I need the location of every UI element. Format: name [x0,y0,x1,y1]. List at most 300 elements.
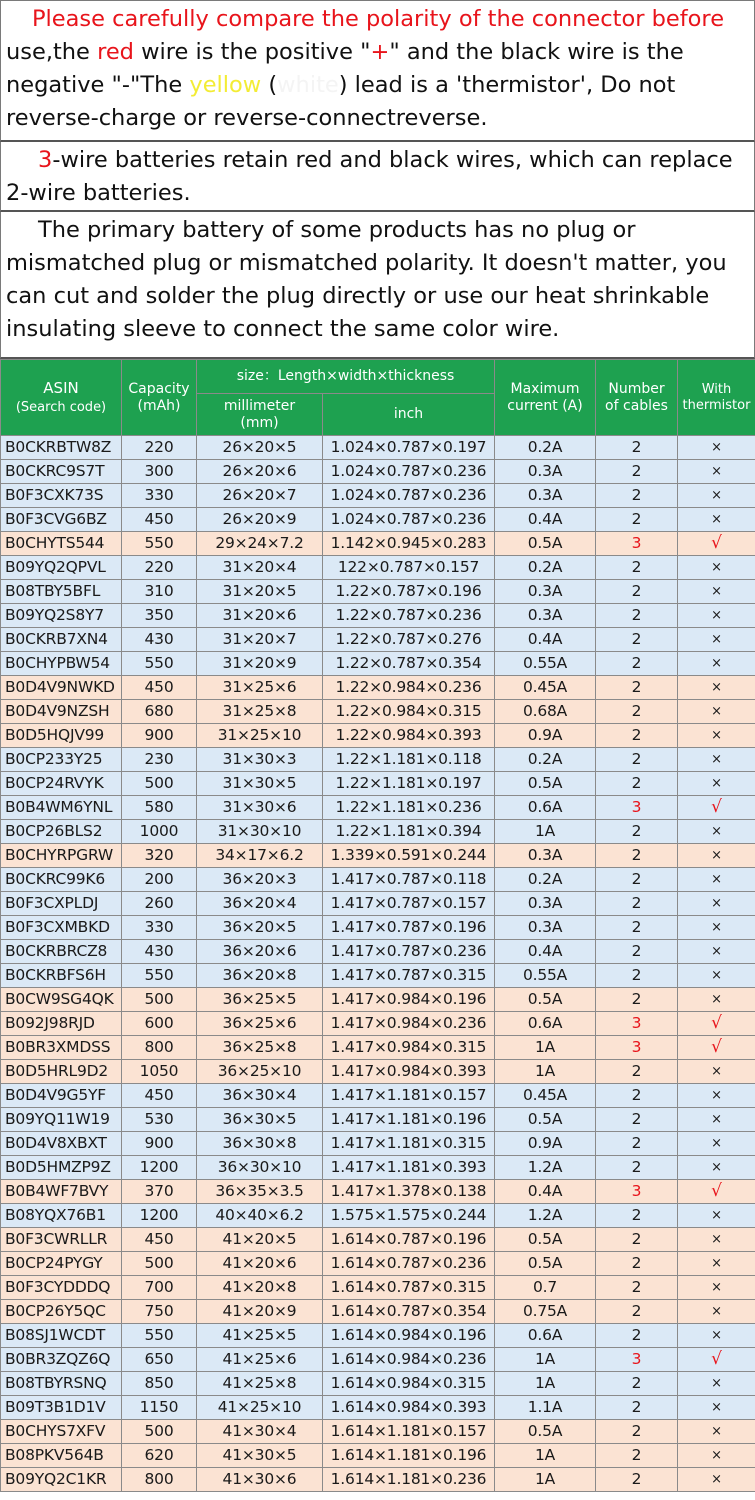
cell-max-current: 0.4A [495,628,596,652]
cell-max-current: 0.5A [495,1228,596,1252]
polarity-text-2: wire is the positive " [133,39,371,65]
table-row [1,1036,755,1060]
cell-thermistor: √ [678,1012,755,1036]
cell-capacity: 300 [122,460,197,484]
cell-cables: 2 [596,700,678,724]
cell-cables: 2 [596,1372,678,1396]
thermistor-header-sub: thermistor [682,397,751,413]
cell-size-inch: 1.575×1.575×0.244 [323,1204,495,1228]
cell-size-mm: 41×20×5 [197,1228,323,1252]
cell-size-inch: 1.024×0.787×0.236 [323,484,495,508]
cell-max-current: 1A [495,820,596,844]
table-row [1,1468,755,1492]
cell-thermistor: × [678,772,755,796]
cell-max-current: 0.2A [495,556,596,580]
cell-size-mm: 26×20×5 [197,436,323,460]
yellow-word: yellow [189,72,262,98]
cell-size-inch: 1.417×0.984×0.236 [323,1012,495,1036]
cell-size-inch: 1.22×1.181×0.197 [323,772,495,796]
cell-size-inch: 1.22×1.181×0.118 [323,748,495,772]
cell-thermistor: × [678,844,755,868]
cell-asin: B0CP26BLS2 [1,820,122,844]
cell-size-mm: 31×25×6 [197,676,323,700]
cell-capacity: 700 [122,1276,197,1300]
cables-header-label: Number [608,380,665,397]
cell-asin: B0CHYRPGRW [1,844,122,868]
cell-asin: B0CKRC9S7T [1,460,122,484]
cell-asin: B08PKV564B [1,1444,122,1468]
cell-max-current: 0.4A [495,1180,596,1204]
cell-max-current: 0.5A [495,1252,596,1276]
cell-cables: 2 [596,1468,678,1492]
cell-max-current: 0.3A [495,844,596,868]
cell-size-inch: 1.614×0.787×0.196 [323,1228,495,1252]
cell-thermistor: × [678,820,755,844]
cell-size-inch: 1.024×0.787×0.197 [323,436,495,460]
cell-capacity: 500 [122,1252,197,1276]
polarity-text-3: " and the black wire is the negative "-"The [6,39,684,98]
white-word: white [277,72,339,98]
cell-cables: 3 [596,796,678,820]
cell-cables: 2 [596,892,678,916]
cell-cables: 2 [596,868,678,892]
cell-capacity: 580 [122,796,197,820]
cell-thermistor: × [678,916,755,940]
cell-size-mm: 36×30×10 [197,1156,323,1180]
table-row [1,508,755,532]
cell-max-current: 0.3A [495,916,596,940]
cell-cables: 2 [596,676,678,700]
cell-capacity: 800 [122,1036,197,1060]
cell-size-inch: 1.417×0.787×0.196 [323,916,495,940]
cell-thermistor: √ [678,532,755,556]
cell-max-current: 0.5A [495,532,596,556]
table-row [1,580,755,604]
cell-asin: B0F3CWRLLR [1,1228,122,1252]
table-row [1,1300,755,1324]
cell-size-mm: 26×20×7 [197,484,323,508]
cell-size-mm: 41×30×4 [197,1420,323,1444]
cell-size-inch: 1.22×0.787×0.354 [323,652,495,676]
cell-size-inch: 1.024×0.787×0.236 [323,460,495,484]
cell-cables: 2 [596,772,678,796]
cell-capacity: 900 [122,724,197,748]
cell-size-mm: 41×20×6 [197,1252,323,1276]
cell-cables: 2 [596,604,678,628]
cell-cables: 3 [596,1036,678,1060]
cell-size-inch: 1.417×1.181×0.315 [323,1132,495,1156]
cell-size-mm: 41×25×6 [197,1348,323,1372]
cell-asin: B0D5HRL9D2 [1,1060,122,1084]
cell-thermistor: × [678,1396,755,1420]
table-row [1,532,755,556]
cell-capacity: 450 [122,1228,197,1252]
cell-size-inch: 1.22×0.787×0.196 [323,580,495,604]
cell-asin: B0D4V8XBXT [1,1132,122,1156]
cell-capacity: 430 [122,940,197,964]
cell-size-inch: 1.614×0.984×0.315 [323,1372,495,1396]
table-row [1,604,755,628]
cell-size-mm: 31×20×7 [197,628,323,652]
cell-thermistor: × [678,1372,755,1396]
cell-max-current: 0.4A [495,940,596,964]
cell-size-mm: 41×20×8 [197,1276,323,1300]
cell-asin: B0D4V9NWKD [1,676,122,700]
cell-max-current: 0.45A [495,1084,596,1108]
cell-thermistor: × [678,676,755,700]
cell-size-mm: 36×25×10 [197,1060,323,1084]
cell-capacity: 230 [122,748,197,772]
table-row [1,1396,755,1420]
cell-max-current: 0.5A [495,988,596,1012]
table-row [1,1228,755,1252]
cell-max-current: 0.5A [495,772,596,796]
cell-size-inch: 1.22×0.787×0.276 [323,628,495,652]
cell-asin: B0D5HMZP9Z [1,1156,122,1180]
cell-asin: B09T3B1D1V [1,1396,122,1420]
cables-header-sub: of cables [605,397,668,414]
cell-capacity: 450 [122,676,197,700]
table-row [1,892,755,916]
cell-max-current: 1A [495,1372,596,1396]
plug-notice-text: The primary battery of some products has no plug or mismatched plug or mismatched polarity. It doesn't matter, you can cut and solder the plug directly or use our heat shrinkable insulating sleeve to connect the same color wire. [6,217,727,342]
cell-cables: 2 [596,460,678,484]
cell-asin: B09YQ2S8Y7 [1,604,122,628]
cell-max-current: 0.55A [495,964,596,988]
cell-thermistor: × [678,940,755,964]
cell-thermistor: × [678,484,755,508]
cell-thermistor: × [678,1252,755,1276]
cell-thermistor: × [678,1084,755,1108]
cell-cables: 2 [596,1252,678,1276]
table-row [1,700,755,724]
table-row [1,748,755,772]
cell-asin: B0F3CXMBKD [1,916,122,940]
cell-size-inch: 1.417×0.787×0.236 [323,940,495,964]
cell-size-mm: 31×20×5 [197,580,323,604]
cell-capacity: 430 [122,628,197,652]
col-header-inch: inch [323,394,495,436]
cell-size-mm: 36×30×4 [197,1084,323,1108]
table-row [1,1324,755,1348]
cell-size-mm: 41×30×6 [197,1468,323,1492]
cell-capacity: 1150 [122,1396,197,1420]
cell-cables: 2 [596,1108,678,1132]
cell-capacity: 450 [122,508,197,532]
cell-size-mm: 31×20×9 [197,652,323,676]
cell-cables: 3 [596,1180,678,1204]
cell-cables: 2 [596,484,678,508]
cell-size-mm: 34×17×6.2 [197,844,323,868]
cell-size-inch: 1.417×0.787×0.315 [323,964,495,988]
cell-max-current: 0.3A [495,580,596,604]
cell-size-inch: 1.22×1.181×0.394 [323,820,495,844]
cell-thermistor: √ [678,796,755,820]
cell-size-inch: 122×0.787×0.157 [323,556,495,580]
table-row [1,1084,755,1108]
cell-cables: 2 [596,940,678,964]
cell-asin: B08SJ1WCDT [1,1324,122,1348]
cell-max-current: 1.2A [495,1156,596,1180]
cell-capacity: 310 [122,580,197,604]
cell-max-current: 0.9A [495,1132,596,1156]
cell-max-current: 0.6A [495,1324,596,1348]
cell-cables: 2 [596,1132,678,1156]
table-row [1,796,755,820]
cell-size-inch: 1.614×1.181×0.236 [323,1468,495,1492]
table-row [1,724,755,748]
cell-thermistor: × [678,892,755,916]
cell-size-inch: 1.024×0.787×0.236 [323,508,495,532]
cell-capacity: 550 [122,532,197,556]
table-row [1,676,755,700]
cell-max-current: 1A [495,1348,596,1372]
table-row [1,1108,755,1132]
polarity-notice [0,0,755,142]
cell-asin: B0D4V9G5YF [1,1084,122,1108]
cell-capacity: 550 [122,964,197,988]
cell-thermistor: × [678,508,755,532]
cell-size-mm: 41×25×10 [197,1396,323,1420]
table-row [1,868,755,892]
cell-max-current: 1.2A [495,1204,596,1228]
table-row [1,1348,755,1372]
cell-cables: 2 [596,628,678,652]
cell-capacity: 500 [122,1420,197,1444]
cell-cables: 3 [596,1012,678,1036]
cell-thermistor: × [678,460,755,484]
cell-capacity: 1200 [122,1156,197,1180]
cell-size-inch: 1.22×0.984×0.236 [323,676,495,700]
cell-thermistor: × [678,1324,755,1348]
cell-thermistor: × [678,868,755,892]
cell-cables: 2 [596,652,678,676]
cell-size-inch: 1.614×0.984×0.393 [323,1396,495,1420]
cell-max-current: 0.3A [495,484,596,508]
cell-cables: 2 [596,916,678,940]
cell-thermistor: √ [678,1348,755,1372]
table-row [1,1132,755,1156]
cell-asin: B0CP24RVYK [1,772,122,796]
asin-header-label: ASIN [43,378,79,397]
cell-size-mm: 31×30×5 [197,772,323,796]
cell-max-current: 0.45A [495,676,596,700]
cell-thermistor: × [678,1156,755,1180]
table-row [1,436,755,460]
cell-size-inch: 1.417×0.787×0.118 [323,868,495,892]
cell-asin: B08YQX76B1 [1,1204,122,1228]
cell-capacity: 220 [122,556,197,580]
cell-capacity: 800 [122,1468,197,1492]
cell-cables: 2 [596,508,678,532]
table-row [1,484,755,508]
cell-size-mm: 36×25×5 [197,988,323,1012]
table-row [1,820,755,844]
cell-asin: B0CW9SG4QK [1,988,122,1012]
asin-header-sub: (Search code) [15,399,107,415]
cell-thermistor: √ [678,1036,755,1060]
cell-size-mm: 36×30×8 [197,1132,323,1156]
cell-size-mm: 36×35×3.5 [197,1180,323,1204]
cell-max-current: 0.4A [495,508,596,532]
cell-thermistor: × [678,1060,755,1084]
cell-size-mm: 41×30×5 [197,1444,323,1468]
cell-max-current: 0.3A [495,460,596,484]
max-current-header-label: Maximum [510,380,580,397]
cell-asin: B09YQ11W19 [1,1108,122,1132]
cell-size-inch: 1.614×0.787×0.315 [323,1276,495,1300]
cell-size-mm: 26×20×9 [197,508,323,532]
cell-max-current: 0.55A [495,652,596,676]
cell-size-inch: 1.22×0.984×0.315 [323,700,495,724]
cell-capacity: 750 [122,1300,197,1324]
red-word: red [97,39,134,65]
col-header-mm [197,394,323,436]
cell-capacity: 330 [122,484,197,508]
cell-asin: B08TBY5BFL [1,580,122,604]
table-row [1,1252,755,1276]
col-header-thermistor [678,360,755,436]
cell-size-inch: 1.417×0.984×0.315 [323,1036,495,1060]
three-wire-notice [0,142,755,212]
cell-asin: B0CHYPBW54 [1,652,122,676]
cell-size-inch: 1.614×0.984×0.236 [323,1348,495,1372]
table-row [1,1444,755,1468]
cell-size-mm: 31×20×6 [197,604,323,628]
battery-spec-table [0,359,755,1492]
cell-asin: B09YQ2QPVL [1,556,122,580]
cell-capacity: 550 [122,1324,197,1348]
cell-cables: 2 [596,436,678,460]
cell-asin: B092J98RJD [1,1012,122,1036]
cell-size-inch: 1.339×0.591×0.244 [323,844,495,868]
max-current-header-unit: current (A) [507,397,583,414]
cell-size-inch: 1.22×0.787×0.236 [323,604,495,628]
cell-cables: 2 [596,1444,678,1468]
table-row [1,460,755,484]
cell-cables: 3 [596,532,678,556]
cell-cables: 2 [596,1420,678,1444]
cell-size-inch: 1.614×0.787×0.354 [323,1300,495,1324]
cell-capacity: 900 [122,1132,197,1156]
cell-size-inch: 1.417×1.181×0.196 [323,1108,495,1132]
cell-thermistor: × [678,1132,755,1156]
cell-size-inch: 1.142×0.945×0.283 [323,532,495,556]
table-row [1,1156,755,1180]
table-row [1,1012,755,1036]
table-row [1,628,755,652]
cell-size-mm: 40×40×6.2 [197,1204,323,1228]
cell-cables: 2 [596,1156,678,1180]
cell-cables: 2 [596,748,678,772]
plus-sign: + [370,39,390,65]
col-header-capacity [122,360,197,436]
polarity-text-4: ( [261,72,278,98]
cell-thermistor: × [678,556,755,580]
cell-capacity: 550 [122,652,197,676]
cell-max-current: 1.1A [495,1396,596,1420]
cell-cables: 2 [596,1228,678,1252]
cell-size-inch: 1.614×0.787×0.236 [323,1252,495,1276]
cell-max-current: 0.7 [495,1276,596,1300]
cell-asin: B0CP26Y5QC [1,1300,122,1324]
table-row [1,1420,755,1444]
capacity-header-unit: (mAh) [137,397,181,414]
cell-asin: B0CP24PYGY [1,1252,122,1276]
cell-size-mm: 36×25×8 [197,1036,323,1060]
cell-asin: B0CHYTS544 [1,532,122,556]
cell-size-inch: 1.417×0.787×0.157 [323,892,495,916]
cell-size-inch: 1.417×1.378×0.138 [323,1180,495,1204]
cell-asin: B0BR3XMDSS [1,1036,122,1060]
cell-cables: 2 [596,556,678,580]
cell-cables: 2 [596,820,678,844]
cell-max-current: 0.3A [495,604,596,628]
cell-capacity: 220 [122,436,197,460]
cell-max-current: 0.5A [495,1420,596,1444]
polarity-text-5: ) lead is a 'thermistor', Do not reverse-charge or reverse-connectreverse. [6,72,676,131]
cell-size-mm: 41×25×5 [197,1324,323,1348]
col-header-max-current [495,360,596,436]
cell-capacity: 600 [122,1012,197,1036]
cell-cables: 2 [596,1396,678,1420]
cell-asin: B08TBYRSNQ [1,1372,122,1396]
cell-size-mm: 29×24×7.2 [197,532,323,556]
capacity-header-label: Capacity [128,380,190,397]
cell-max-current: 0.3A [495,892,596,916]
table-row [1,988,755,1012]
cell-max-current: 1A [495,1444,596,1468]
cell-thermistor: × [678,988,755,1012]
cell-size-mm: 36×20×8 [197,964,323,988]
cell-max-current: 1A [495,1036,596,1060]
cell-capacity: 650 [122,1348,197,1372]
cell-capacity: 330 [122,916,197,940]
thermistor-header-label: With [701,381,732,397]
table-row [1,1372,755,1396]
cell-size-inch: 1.417×1.181×0.157 [323,1084,495,1108]
cell-cables: 2 [596,844,678,868]
cell-asin: B0B4WM6YNL [1,796,122,820]
cell-size-mm: 31×25×8 [197,700,323,724]
cell-asin: B09YQ2C1KR [1,1468,122,1492]
cell-size-mm: 26×20×6 [197,460,323,484]
cell-max-current: 0.9A [495,724,596,748]
cell-capacity: 1000 [122,820,197,844]
cell-capacity: 680 [122,700,197,724]
cell-capacity: 500 [122,988,197,1012]
col-header-asin [1,360,122,436]
cell-size-inch: 1.417×0.984×0.393 [323,1060,495,1084]
cell-capacity: 530 [122,1108,197,1132]
table-row [1,556,755,580]
cell-thermistor: × [678,1228,755,1252]
cell-capacity: 850 [122,1372,197,1396]
cell-asin: B0CHYS7XFV [1,1420,122,1444]
table-row [1,940,755,964]
table-row [1,1204,755,1228]
cell-thermistor: × [678,964,755,988]
cell-cables: 2 [596,1204,678,1228]
cell-thermistor: × [678,652,755,676]
cell-size-mm: 31×30×3 [197,748,323,772]
cell-max-current: 1A [495,1468,596,1492]
mm-header-label: millimeter [223,397,296,414]
col-header-cables [596,360,678,436]
polarity-text-1: use,the [6,39,98,65]
cell-asin: B0CKRC99K6 [1,868,122,892]
cell-thermistor: × [678,748,755,772]
